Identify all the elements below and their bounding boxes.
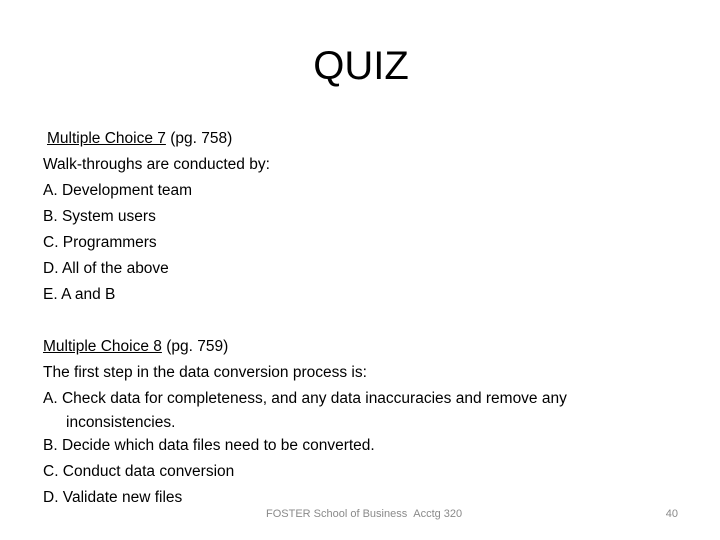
answer-option: C. Conduct data conversion	[43, 463, 235, 480]
page-number: 40	[665, 508, 678, 520]
answer-option: D. Validate new files	[43, 489, 183, 506]
slide-title-text: QUIZ	[313, 44, 409, 88]
page-reference: (pg. 759)	[161, 338, 229, 355]
answer-option: D. All of the above	[43, 260, 169, 277]
question-number: Multiple Choice 8	[43, 338, 162, 355]
question-heading	[43, 126, 683, 152]
answer-option: E. A and B	[43, 286, 116, 303]
quiz-body	[43, 126, 683, 511]
answer-option: C. Programmers	[43, 234, 157, 251]
spacer	[43, 308, 683, 334]
slide-title	[0, 42, 720, 90]
footer-course: Acctg 320	[413, 508, 463, 520]
answer-option: A. Check data for completeness, and any data inaccuracies and remove any	[43, 390, 567, 407]
question-prompt: The first step in the data conversion process is:	[43, 364, 367, 381]
answer-option: A. Development team	[43, 182, 193, 199]
question-heading	[43, 334, 683, 360]
question-number: Multiple Choice 7	[47, 130, 166, 147]
footer-school: FOSTER School of Business	[266, 508, 408, 520]
page-reference: (pg. 758)	[165, 130, 233, 147]
question-prompt: Walk-throughs are conducted by:	[43, 156, 270, 173]
answer-option: B. System users	[43, 208, 156, 225]
answer-option-continuation: inconsistencies.	[66, 414, 176, 431]
answer-option: B. Decide which data files need to be converted.	[43, 437, 375, 454]
footer	[266, 508, 462, 520]
